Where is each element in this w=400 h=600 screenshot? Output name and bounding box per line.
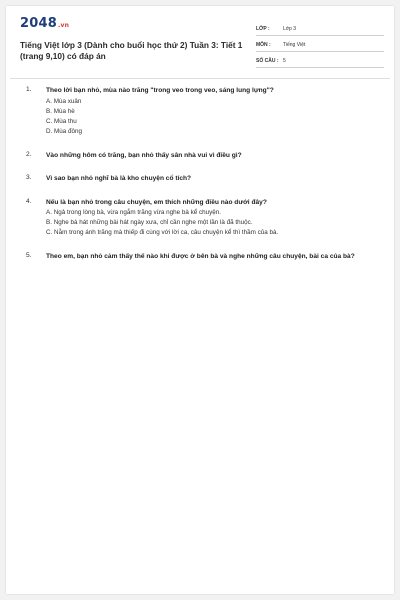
option-b: B. Mùa hè: [46, 107, 75, 115]
question-text: Vào những hôm có trăng, bạn nhỏ thấy sân nhà vui vì điều gì?: [46, 151, 242, 159]
meta-row-question-count: [256, 54, 384, 68]
document-meta: [256, 22, 384, 70]
document-header: [20, 16, 382, 74]
question-text: Nếu là bạn nhỏ trong câu chuyện, em thích những điều nào dưới đây?: [46, 198, 267, 206]
question-number: 3.: [26, 174, 32, 181]
logo-suffix: .vn: [57, 22, 70, 29]
meta-row-subject: [256, 38, 384, 52]
question-number: 2.: [26, 150, 32, 158]
meta-value: 5: [283, 57, 286, 64]
meta-label: MÔN :: [256, 41, 271, 48]
option-a: A. Ngả trong lòng bà, vừa ngắm trăng vừa nghe bà kể chuyện.: [46, 209, 222, 216]
question-list: [20, 86, 382, 276]
meta-value: Tiếng Việt: [283, 41, 306, 48]
question-1: [20, 86, 382, 137]
question-number: 1.: [26, 86, 32, 93]
question-number: 4.: [26, 197, 32, 205]
meta-row-class: [256, 22, 384, 36]
option-c: C. Mùa thu: [46, 117, 77, 125]
question-4: [20, 198, 382, 239]
logo-number: 2048: [20, 16, 57, 31]
question-3: [20, 174, 382, 184]
question-options: [20, 97, 382, 137]
question-text: Theo lời bạn nhỏ, mùa nào trăng "trong veo trong veo, sáng lung lựng"?: [46, 87, 274, 94]
meta-label: SỐ CÂU :: [256, 57, 279, 64]
question-2: [20, 151, 382, 161]
question-text: Theo em, bạn nhỏ cảm thấy thế nào khi được ở bên bà và nghe những câu chuyện, bài ca của bà?: [46, 253, 355, 260]
question-5: [20, 252, 382, 262]
option-c: C. Nằm trong ánh trăng mà thiếp đi cùng với lời ca, câu chuyện kể thì thầm của bà.: [46, 229, 279, 236]
question-options: [20, 208, 382, 238]
option-b: B. Nghe bà hát những bài hát ngày xưa, chỉ cần nghe một lần là đã thuộc.: [46, 219, 253, 226]
meta-label: LỚP :: [256, 25, 270, 32]
option-d: D. Mùa đông: [46, 127, 83, 135]
document-title: Tiếng Việt lớp 3 (Dành cho buổi học thứ 2) Tuần 3: Tiết 1 (trang 9,10) có đáp án: [20, 40, 243, 61]
option-a: A. Mùa xuân: [46, 97, 82, 105]
site-logo[interactable]: [20, 16, 69, 31]
header-divider: [10, 78, 390, 79]
question-number: 5.: [26, 252, 32, 259]
meta-value: Lớp 3: [283, 25, 297, 32]
document-page: [6, 6, 394, 594]
question-text: Vì sao bạn nhỏ nghĩ bà là kho chuyện cổ tích?: [46, 175, 192, 182]
